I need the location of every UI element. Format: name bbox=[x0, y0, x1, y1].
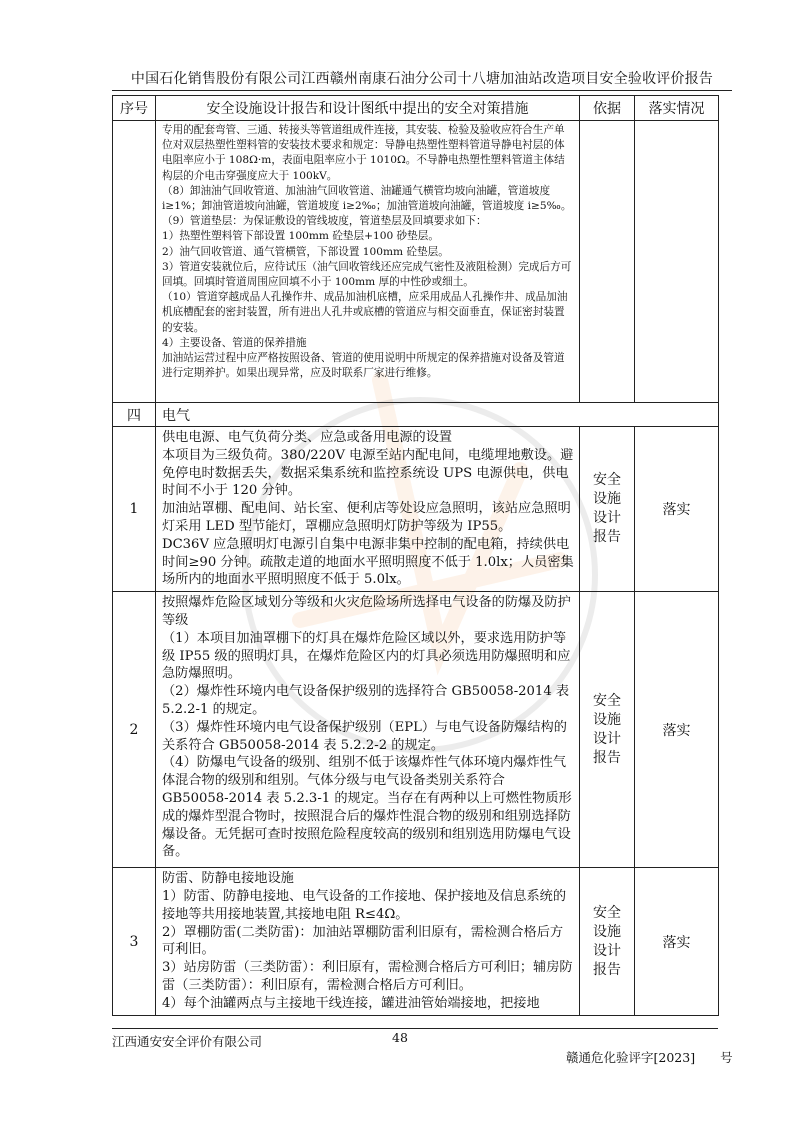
continuation-line: （9）管道垫层：为保证敷设的管线坡度，管道垫层及回填要求如下： bbox=[162, 215, 487, 228]
footer-doc-code: 赣通危化验评字[2023] 号 bbox=[566, 1050, 733, 1065]
row-basis: 安全设施设计报告 bbox=[580, 592, 635, 868]
header-basis: 依据 bbox=[580, 96, 635, 121]
table-row bbox=[113, 592, 719, 868]
row-basis: 安全设施设计报告 bbox=[580, 427, 635, 592]
row-line: DC36V 应急照明灯电源引自集中电源非集中控制的配电箱，持续供电时间≥90 分钟。疏散走道的地面水平照明照度不低于 1.0lx；人员密集场所内的地面水平照明照度不低于 5.0lx。 bbox=[162, 536, 574, 588]
continuation-line: 2）油气回收管道、通气管横管，下部设置 100mm 砼垫层。 bbox=[162, 245, 449, 258]
continuation-line: 1）热塑性塑料管下部设置 100mm 砼垫层+100 砂垫层。 bbox=[162, 230, 439, 243]
continuation-line: 加油站运营过程中应严格按照设备、管道的使用说明中所规定的保养措施对设备及管道进行定期养护。如果出现异常，应及时联系厂家进行维修。 bbox=[162, 352, 565, 380]
continuation-text bbox=[156, 121, 580, 403]
row-measures bbox=[156, 427, 580, 592]
row-line: 4）每个油罐两点与主接地干线连接，罐进油管始端接地，把接地 bbox=[162, 995, 540, 1011]
row-line: 按照爆炸危险区域划分等级和火灾危险场所选择电气设备的防爆及防护等级 bbox=[162, 595, 571, 628]
page-header-title: 中国石化销售股份有限公司江西赣州南康石油分公司十八塘加油站改造项目安全验收评价报告 bbox=[130, 71, 714, 87]
section-label: 电气 bbox=[156, 403, 719, 427]
row-number: 3 bbox=[113, 868, 156, 1016]
safety-measures-table bbox=[112, 95, 719, 1016]
header-measures: 安全设施设计报告和设计图纸中提出的安全对策措施 bbox=[156, 96, 580, 121]
header-number: 序号 bbox=[113, 96, 156, 121]
header-status: 落实情况 bbox=[635, 96, 719, 121]
continuation-line: （8）卸油油气回收管道、加油油气回收管道、油罐通气横管均坡向油罐，管道坡度 i≥1%；卸油管道坡向油罐，管道坡度 i≥2‰；加油管道坡向油罐，管道坡度 i≥5‰。 bbox=[162, 184, 572, 213]
continuation-line: （10）管道穿越成品人孔操作井、成品加油机底槽，应采用成品人孔操作井、成品加油机底槽配套的密封装置，所有进出人孔井或底槽的管道应与相交面垂直，保证密封装置的安装。 bbox=[162, 291, 568, 334]
row-line: （4）防爆电气设备的级别、组别不低于该爆炸性气体环境内爆炸性气体混合物的级别和组别。气体分级与电气设备类别关系符合 GB50058-2014 表 5.2.3-1 的规定。当存在有两种以上可燃性物质形成的爆炸型混合物时，按照混合后的爆炸性混合物的级别和组别选择防爆设备。无凭据可查时按照危险程度较高的级别和组别选用防爆电气设备。 bbox=[162, 755, 572, 860]
row-status: 落实 bbox=[635, 592, 719, 868]
footer-rule bbox=[112, 1028, 718, 1029]
row-line: （1）本项目加油罩棚下的灯具在爆炸危险区域以外，要求选用防护等级 IP55 级的照明灯具，在爆炸危险区内的灯具必须选用防爆照明和应急防爆照明。 bbox=[162, 630, 571, 682]
continuation-line: 3）管道安装就位后，应待试压（油气回收管线还应完成气密性及液阻检测）完成后方可回填。回填时管道周围应回填不小于 100mm 厚的中性砂或细土。 bbox=[162, 260, 572, 289]
continuation-basis bbox=[580, 121, 635, 403]
row-basis: 安全设施设计报告 bbox=[580, 868, 635, 1016]
continuation-line: 4）主要设备、管道的保养措施 bbox=[162, 336, 307, 349]
row-line: 2）罩棚防雷(二类防雷)：加油站罩棚防雷利旧原有，需检测合格后方可利旧。 bbox=[162, 924, 564, 958]
row-line: 供电电源、电气负荷分类、应急或备用电源的设置 bbox=[162, 430, 453, 445]
header-rule bbox=[112, 90, 732, 91]
continuation-row bbox=[113, 121, 719, 403]
continuation-number bbox=[113, 121, 156, 403]
row-number: 1 bbox=[113, 427, 156, 592]
row-line: （3）爆炸性环境内电气设备保护级别（EPL）与电气设备防爆结构的关系符合 GB50058-2014 表 5.2.2-2 的规定。 bbox=[162, 719, 567, 753]
row-number: 2 bbox=[113, 592, 156, 868]
table-header-row bbox=[113, 96, 719, 121]
row-line: 1）防雷、防静电接地、电气设备的工作接地、保护接地及信息系统的接地等共用接地装置,其接地电阻 R≤4Ω。 bbox=[162, 888, 567, 922]
section-row bbox=[113, 403, 719, 427]
row-line: （2）爆炸性环境内电气设备保护级别的选择符合 GB50058-2014 表 5.2.2-1 的规定。 bbox=[162, 684, 570, 717]
row-measures bbox=[156, 592, 580, 868]
continuation-status bbox=[635, 121, 719, 403]
page-number: 48 bbox=[392, 1030, 408, 1045]
row-line: 防雷、防静电接地设施 bbox=[162, 871, 294, 887]
row-line: 本项目为三级负荷。380/220V 电源至站内配电间，电缆埋地敷设。避免停电时数据丢失，数据采集系统和监控系统设 UPS 电源供电，供电时间不小于 120 分钟。 bbox=[162, 447, 574, 499]
row-status: 落实 bbox=[635, 427, 719, 592]
footer-company: 江西通安安全评价有限公司 bbox=[112, 1034, 263, 1049]
row-status: 落实 bbox=[635, 868, 719, 1016]
continuation-line: 专用的配套弯管、三通、转接头等管道组成件连接，其安装、检验及验收应符合生产单位对双层热塑性塑料管的安装技术要求和规定：导静电热塑性塑料管道导静电衬层的体电阻率应小于 108Ω·m，表面电阻率应小于 1010Ω。不导静电热塑性塑料管道主体结构层的介电击穿强度应大于 100kV。 bbox=[162, 124, 565, 182]
row-line: 加油站罩棚、配电间、站长室、便利店等处设应急照明，该站应急照明灯采用 LED 型节能灯，罩棚应急照明灯防护等级为 IP55。 bbox=[162, 501, 571, 534]
table-row bbox=[113, 427, 719, 592]
section-number: 四 bbox=[113, 403, 156, 427]
row-measures bbox=[156, 868, 580, 1016]
table-row bbox=[113, 868, 719, 1016]
row-line: 3）站房防雷（三类防雷）：利旧原有，需检测合格后方可利旧；辅房防雷（三类防雷）：利旧原有，需检测合格后方可利旧。 bbox=[162, 960, 573, 993]
